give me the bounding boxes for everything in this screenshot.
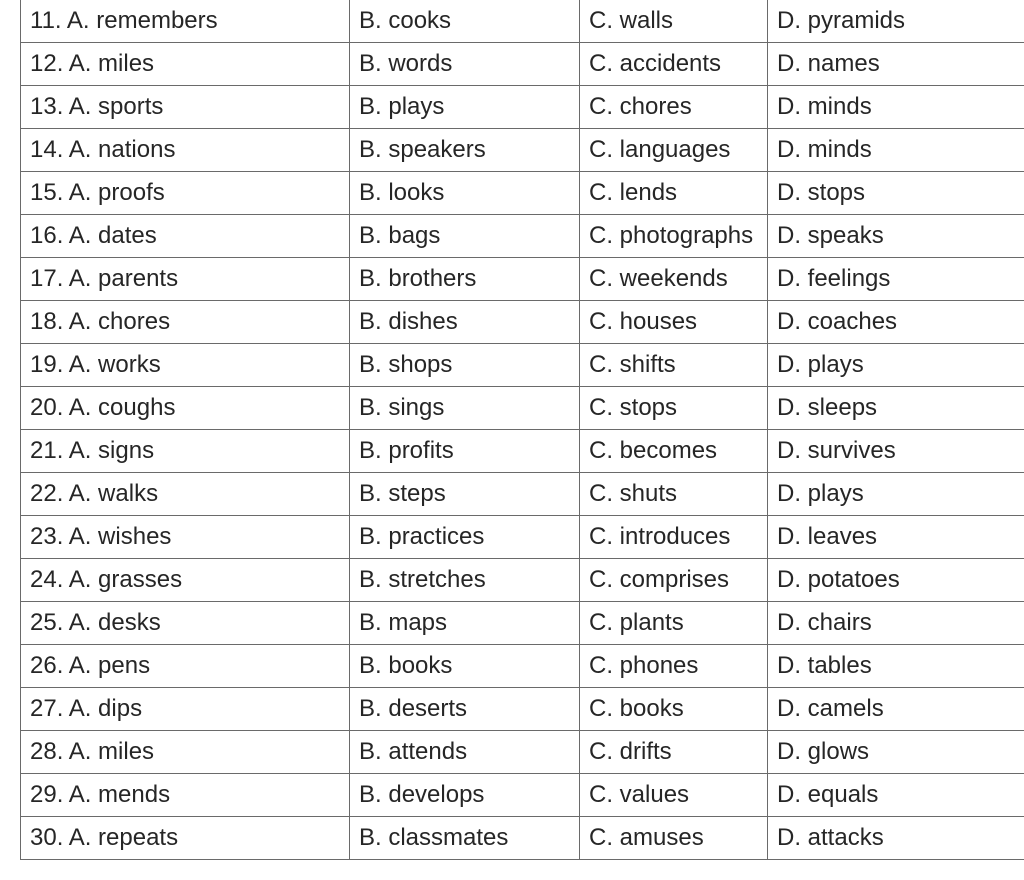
option-c-cell: C. drifts xyxy=(580,731,768,774)
option-b-cell: B. bags xyxy=(350,215,580,258)
option-d-cell: D. stops xyxy=(768,172,1024,215)
question-row xyxy=(21,430,1024,473)
question-row xyxy=(21,215,1024,258)
option-d-cell: D. tables xyxy=(768,645,1024,688)
question-row xyxy=(21,86,1024,129)
option-d-cell: D. attacks xyxy=(768,817,1024,860)
option-d-cell: D. chairs xyxy=(768,602,1024,645)
option-a-cell: 17. A. parents xyxy=(21,258,350,301)
option-d-cell: D. minds xyxy=(768,129,1024,172)
option-b-cell: B. profits xyxy=(350,430,580,473)
option-c-cell: C. languages xyxy=(580,129,768,172)
question-row xyxy=(21,731,1024,774)
option-c-cell: C. becomes xyxy=(580,430,768,473)
option-b-cell: B. maps xyxy=(350,602,580,645)
option-b-cell: B. speakers xyxy=(350,129,580,172)
option-b-cell: B. sings xyxy=(350,387,580,430)
option-c-cell: C. chores xyxy=(580,86,768,129)
question-row xyxy=(21,129,1024,172)
option-a-cell: 28. A. miles xyxy=(21,731,350,774)
question-row xyxy=(21,817,1024,860)
option-c-cell: C. lends xyxy=(580,172,768,215)
option-a-cell: 13. A. sports xyxy=(21,86,350,129)
option-a-cell: 19. A. works xyxy=(21,344,350,387)
option-c-cell: C. shuts xyxy=(580,473,768,516)
option-b-cell: B. words xyxy=(350,43,580,86)
option-a-cell: 11. A. remembers xyxy=(21,0,350,43)
question-row xyxy=(21,258,1024,301)
option-c-cell: C. books xyxy=(580,688,768,731)
option-d-cell: D. survives xyxy=(768,430,1024,473)
option-d-cell: D. glows xyxy=(768,731,1024,774)
option-a-cell: 15. A. proofs xyxy=(21,172,350,215)
question-row xyxy=(21,0,1024,43)
option-c-cell: C. houses xyxy=(580,301,768,344)
option-d-cell: D. potatoes xyxy=(768,559,1024,602)
question-row xyxy=(21,473,1024,516)
option-c-cell: C. introduces xyxy=(580,516,768,559)
option-a-cell: 26. A. pens xyxy=(21,645,350,688)
question-row xyxy=(21,774,1024,817)
option-a-cell: 18. A. chores xyxy=(21,301,350,344)
option-b-cell: B. looks xyxy=(350,172,580,215)
question-row xyxy=(21,688,1024,731)
option-c-cell: C. photographs xyxy=(580,215,768,258)
option-b-cell: B. steps xyxy=(350,473,580,516)
option-c-cell: C. accidents xyxy=(580,43,768,86)
question-row xyxy=(21,516,1024,559)
question-row xyxy=(21,602,1024,645)
option-d-cell: D. pyramids xyxy=(768,0,1024,43)
exercise-sheet xyxy=(20,0,1024,860)
option-a-cell: 30. A. repeats xyxy=(21,817,350,860)
option-c-cell: C. weekends xyxy=(580,258,768,301)
question-row xyxy=(21,645,1024,688)
option-b-cell: B. develops xyxy=(350,774,580,817)
option-a-cell: 23. A. wishes xyxy=(21,516,350,559)
option-d-cell: D. leaves xyxy=(768,516,1024,559)
option-a-cell: 29. A. mends xyxy=(21,774,350,817)
option-d-cell: D. plays xyxy=(768,473,1024,516)
option-c-cell: C. comprises xyxy=(580,559,768,602)
option-d-cell: D. names xyxy=(768,43,1024,86)
option-b-cell: B. brothers xyxy=(350,258,580,301)
option-d-cell: D. feelings xyxy=(768,258,1024,301)
option-a-cell: 16. A. dates xyxy=(21,215,350,258)
option-d-cell: D. plays xyxy=(768,344,1024,387)
option-c-cell: C. walls xyxy=(580,0,768,43)
option-b-cell: B. stretches xyxy=(350,559,580,602)
option-a-cell: 27. A. dips xyxy=(21,688,350,731)
option-c-cell: C. plants xyxy=(580,602,768,645)
option-c-cell: C. shifts xyxy=(580,344,768,387)
option-a-cell: 21. A. signs xyxy=(21,430,350,473)
option-a-cell: 14. A. nations xyxy=(21,129,350,172)
option-b-cell: B. deserts xyxy=(350,688,580,731)
option-a-cell: 12. A. miles xyxy=(21,43,350,86)
option-d-cell: D. coaches xyxy=(768,301,1024,344)
option-a-cell: 22. A. walks xyxy=(21,473,350,516)
question-row xyxy=(21,559,1024,602)
option-a-cell: 20. A. coughs xyxy=(21,387,350,430)
question-row xyxy=(21,43,1024,86)
question-row xyxy=(21,301,1024,344)
option-c-cell: C. phones xyxy=(580,645,768,688)
question-row xyxy=(21,344,1024,387)
option-b-cell: B. classmates xyxy=(350,817,580,860)
option-b-cell: B. cooks xyxy=(350,0,580,43)
question-row xyxy=(21,387,1024,430)
option-d-cell: D. speaks xyxy=(768,215,1024,258)
option-b-cell: B. shops xyxy=(350,344,580,387)
option-b-cell: B. books xyxy=(350,645,580,688)
answer-options-body xyxy=(21,0,1024,860)
answer-options-table xyxy=(20,0,1024,860)
option-c-cell: C. amuses xyxy=(580,817,768,860)
option-a-cell: 25. A. desks xyxy=(21,602,350,645)
option-d-cell: D. camels xyxy=(768,688,1024,731)
option-c-cell: C. stops xyxy=(580,387,768,430)
option-b-cell: B. dishes xyxy=(350,301,580,344)
option-b-cell: B. attends xyxy=(350,731,580,774)
option-d-cell: D. sleeps xyxy=(768,387,1024,430)
option-a-cell: 24. A. grasses xyxy=(21,559,350,602)
option-d-cell: D. equals xyxy=(768,774,1024,817)
option-b-cell: B. plays xyxy=(350,86,580,129)
question-row xyxy=(21,172,1024,215)
option-d-cell: D. minds xyxy=(768,86,1024,129)
option-c-cell: C. values xyxy=(580,774,768,817)
option-b-cell: B. practices xyxy=(350,516,580,559)
